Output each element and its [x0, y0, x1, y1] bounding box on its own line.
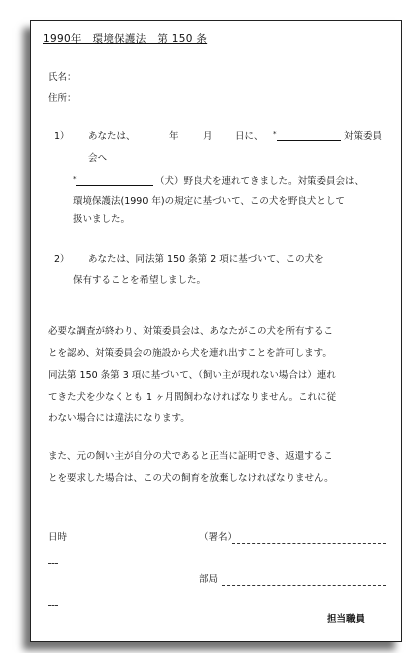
para2-line: とを要求した場合は、この犬の飼育を放棄しなければなりません。 [48, 473, 334, 484]
official-label: 担当職員 [327, 614, 366, 625]
document-page [30, 20, 402, 642]
item2-line1: あなたは、同法第 150 条第 2 項に基づいて、この犬を [88, 254, 324, 265]
item1-line3: （犬）野良犬を連れてきました。対策委員会は、 [155, 176, 365, 187]
item1-mark2: * [73, 175, 77, 183]
item2-line2: 保有することを希望しました。 [73, 275, 207, 286]
item1-line5: 扱いました。 [73, 214, 131, 225]
para1-line: わない場合には違法になります。 [48, 413, 190, 424]
item1-blank-committee [277, 130, 341, 141]
item1-number: 1） [54, 131, 70, 142]
item1-text: あなたは、 [88, 131, 136, 142]
name-label: 氏名： [48, 72, 77, 83]
item1-month: 月 [203, 131, 213, 142]
para1-line: 同法第 150 条第 3 項に基づいて、（飼い主が現れない場合は）連れ [48, 370, 336, 381]
para1-line: とを認め、対策委員会の施設から犬を連れ出すことを許可します。 [48, 348, 332, 359]
item1-line4: 環境保護法(1990 年)の規定に基づいて、この犬を野良犬として [73, 196, 345, 207]
para1-line: 必要な調査が終わり、対策委員会は、あなたがこの犬を所有するこ [48, 326, 334, 337]
item1-blank-dog [76, 175, 153, 186]
para1-line: てきた犬を少なくとも 1 ヶ月間飼わなければなりません。これに従 [48, 392, 337, 403]
item1-year: 年 [169, 131, 179, 142]
second-date-line [48, 596, 58, 606]
date-label: 日時 [48, 532, 68, 543]
date-line [48, 554, 58, 564]
item1-mark: * [273, 130, 277, 138]
item1-day: 日に、 [235, 131, 264, 142]
item1-committee: 対策委員 [344, 131, 383, 142]
signature-label: （署名） [199, 532, 238, 543]
address-label: 住所： [48, 93, 77, 104]
signature-line [232, 534, 386, 544]
document-title: 1990年 環境保護法 第 150 条 [43, 33, 208, 45]
para2-line: また、元の飼い主が自分の犬であると正当に証明でき、返還するこ [48, 451, 333, 462]
item1-line2: 会へ [88, 153, 108, 164]
department-label: 部局 [199, 574, 219, 585]
item2-number: 2） [54, 254, 70, 265]
department-line [222, 576, 386, 586]
